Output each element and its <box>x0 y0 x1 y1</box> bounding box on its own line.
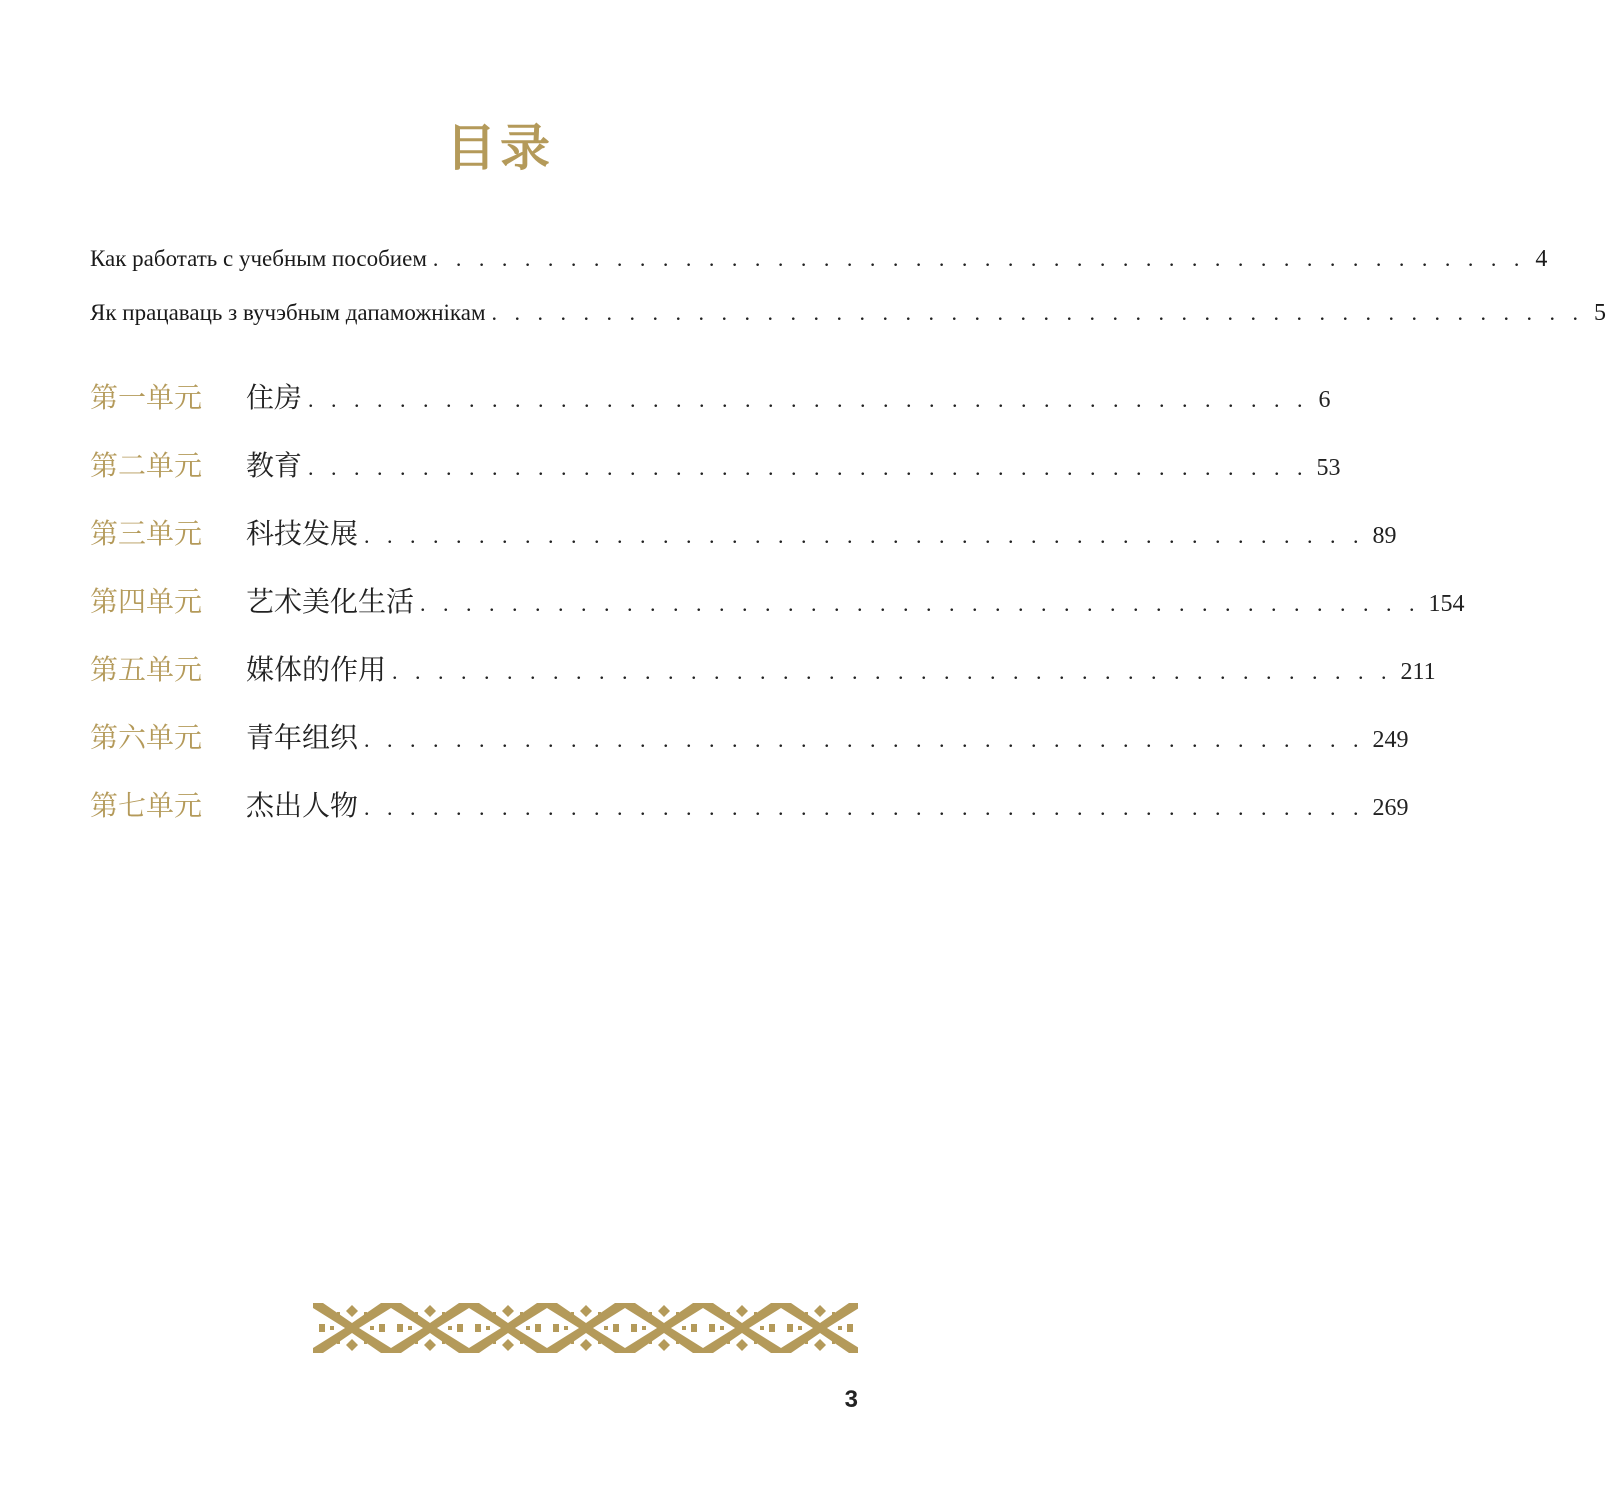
page-number-folio: 3 <box>844 1386 858 1413</box>
toc-leader-dots: . . . . . . . . . . . . . . . . . . . . . . . . . . . . . . . . . . . . . . . . . . . . <box>308 387 1309 412</box>
toc-page-number: 249 <box>1372 727 1409 753</box>
unit-label: 第二单元 <box>90 449 203 482</box>
toc-page-number: 211 <box>1400 659 1436 685</box>
unit-label: 第一单元 <box>90 381 203 414</box>
toc-page-number: 6 <box>1318 387 1331 413</box>
toc-leader-dots: . . . . . . . . . . . . . . . . . . . . . . . . . . . . . . . . . . . . . . . . . . . . <box>364 795 1365 820</box>
toc-intro-row[interactable] <box>90 300 1606 327</box>
toc-intro-row[interactable] <box>90 246 1548 273</box>
toc-leader-dots: . . . . . . . . . . . . . . . . . . . . . . . . . . . . . . . . . . . . . . . . . . . . <box>420 591 1421 616</box>
toc-leader-dots: . . . . . . . . . . . . . . . . . . . . . . . . . . . . . . . . . . . . . . . . . . . . <box>364 523 1365 548</box>
toc-entry-title: Як працаваць з вучэбным дапаможнікам <box>90 300 486 325</box>
page-title: 目录 <box>446 118 554 177</box>
toc-unit-row[interactable] <box>90 580 1465 620</box>
toc-leader-dots: . . . . . . . . . . . . . . . . . . . . . . . . . . . . . . . . . . . . . . . . . . . . <box>308 455 1309 480</box>
toc-entry-title: 教育 <box>246 449 303 482</box>
toc-entry-title: 杰出人物 <box>246 789 359 822</box>
toc-entry-title: 青年组织 <box>246 721 359 754</box>
toc-unit-row[interactable] <box>90 376 1331 416</box>
toc-page-number: 5 <box>1594 300 1606 326</box>
toc-entry-title: 科技发展 <box>246 517 359 550</box>
toc-page-number: 4 <box>1535 246 1548 272</box>
toc-entry-title: Как работать с учебным пособием <box>90 246 427 271</box>
toc-page-number: 89 <box>1372 523 1397 549</box>
embroidery-ornament-icon <box>313 1303 858 1353</box>
unit-label: 第三单元 <box>90 517 203 550</box>
unit-label: 第六单元 <box>90 721 203 754</box>
toc-leader-dots: . . . . . . . . . . . . . . . . . . . . . . . . . . . . . . . . . . . . . . . . . . . . <box>392 659 1393 684</box>
toc-entry-title: 住房 <box>246 381 303 414</box>
toc-page-number: 154 <box>1428 591 1465 617</box>
unit-label: 第五单元 <box>90 653 203 686</box>
toc-unit-row[interactable] <box>90 512 1397 552</box>
toc-unit-row[interactable] <box>90 444 1341 484</box>
toc-entry-title: 媒体的作用 <box>246 653 387 686</box>
toc-unit-row[interactable] <box>90 784 1409 824</box>
toc-unit-row[interactable] <box>90 648 1436 688</box>
toc-unit-row[interactable] <box>90 716 1409 756</box>
unit-label: 第四单元 <box>90 585 203 618</box>
toc-leader-dots: . . . . . . . . . . . . . . . . . . . . . . . . . . . . . . . . . . . . . . . . . . . . . . . . <box>432 246 1526 271</box>
unit-label: 第七单元 <box>90 789 203 822</box>
toc-entry-title: 艺术美化生活 <box>246 585 415 618</box>
toc-leader-dots: . . . . . . . . . . . . . . . . . . . . . . . . . . . . . . . . . . . . . . . . . . . . <box>364 727 1365 752</box>
toc-leader-dots: . . . . . . . . . . . . . . . . . . . . . . . . . . . . . . . . . . . . . . . . . . . . . . . . <box>491 300 1585 325</box>
toc-page-number: 53 <box>1316 455 1341 481</box>
toc-page-number: 269 <box>1372 795 1409 821</box>
